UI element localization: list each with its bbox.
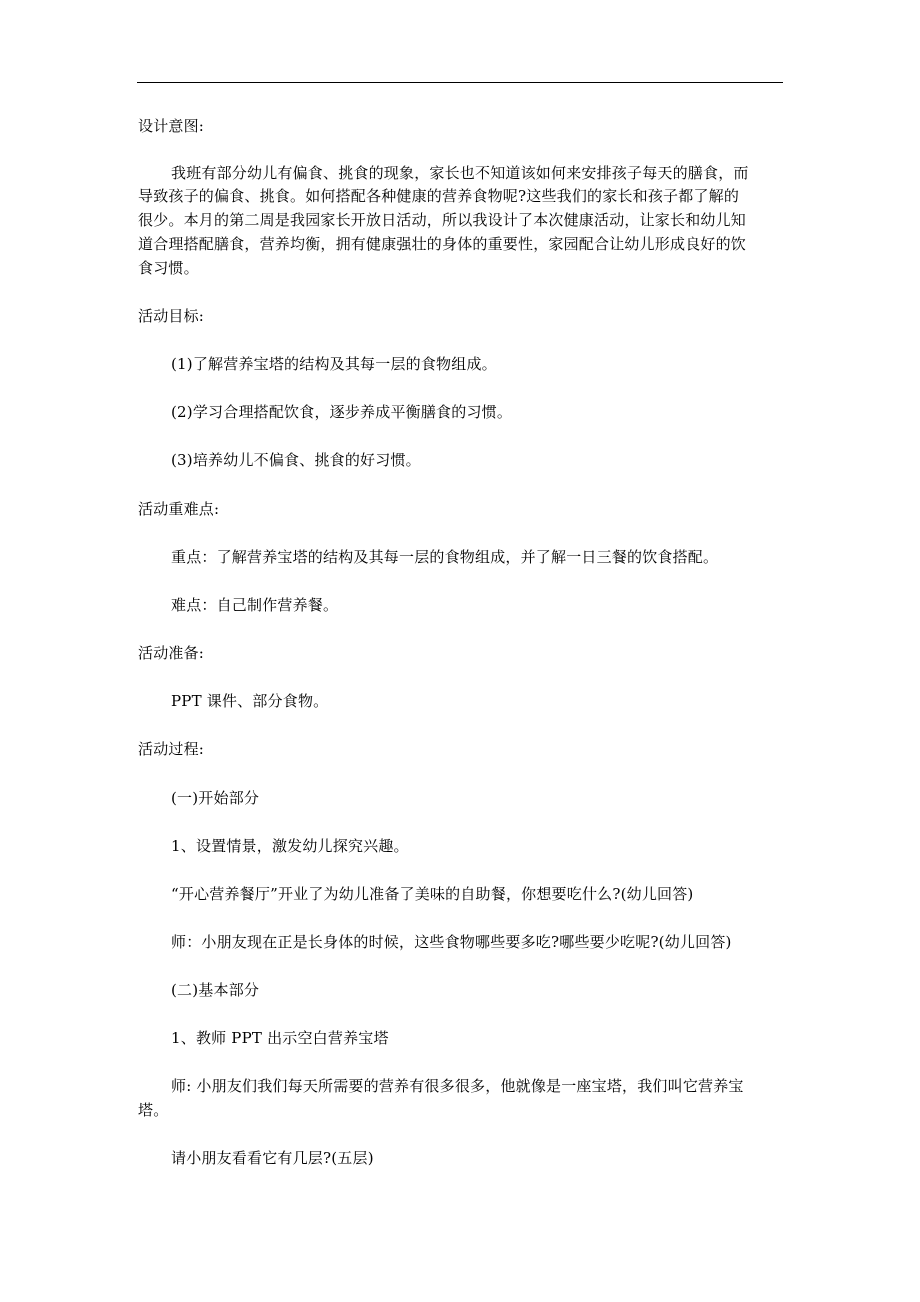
design-intent-line: 食习惯。: [138, 259, 199, 277]
header-rule: [137, 82, 783, 83]
part1-title: (一)开始部分: [171, 789, 260, 807]
goals-heading: 活动目标:: [138, 307, 205, 325]
key-point-text: 重点：了解营养宝塔的结构及其每一层的食物组成，并了解一日三餐的饮食搭配。: [171, 548, 719, 566]
difficulty-text: 难点：自己制作营养餐。: [171, 596, 339, 614]
step1-question-2: 师：小朋友现在正是长身体的时候，这些食物哪些要多吃?哪些要少吃呢?(幼儿回答): [171, 933, 732, 951]
step1-text: 1、设置情景，激发幼儿探究兴趣。: [171, 837, 409, 855]
preparation-heading: 活动准备:: [138, 644, 205, 662]
design-intent-line: 导致孩子的偏食、挑食。如何搭配各种健康的营养食物呢?这些我们的家长和孩子都了解的: [138, 187, 740, 205]
goal-item: (2)学习合理搭配饮食，逐步养成平衡膳食的习惯。: [171, 403, 513, 421]
part2-title: (二)基本部分: [171, 981, 260, 999]
question-text: 请小朋友看看它有几层?(五层): [171, 1149, 374, 1167]
design-intent-line: 我班有部分幼儿有偏食、挑食的现象，家长也不知道该如何来安排孩子每天的膳食，而: [171, 164, 749, 182]
design-intent-line: 道合理搭配膳食，营养均衡，拥有健康强壮的身体的重要性，家园配合让幼儿形成良好的饮: [138, 235, 747, 253]
goal-item: (3)培养幼儿不偏食、挑食的好习惯。: [171, 451, 421, 469]
key-points-heading: 活动重难点:: [138, 500, 220, 518]
design-intent-line: 很少。本月的第二周是我园家长开放日活动，所以我设计了本次健康活动，让家长和幼儿知: [138, 211, 747, 229]
process-heading: 活动过程:: [138, 740, 205, 758]
goal-item: (1)了解营养宝塔的结构及其每一层的食物组成。: [171, 355, 497, 373]
preparation-text: PPT 课件、部分食物。: [171, 692, 329, 710]
design-intent-heading: 设计意图:: [138, 117, 205, 135]
teacher-line: 塔。: [138, 1101, 169, 1119]
step1-question-1: “开心营养餐厅”开业了为幼儿准备了美味的自助餐，你想要吃什么?(幼儿回答): [171, 885, 694, 903]
teacher-line: 师: 小朋友们我们每天所需要的营养有很多很多，他就像是一座宝塔，我们叫它营养宝: [171, 1077, 744, 1095]
step2-text: 1、教师 PPT 出示空白营养宝塔: [171, 1029, 389, 1047]
